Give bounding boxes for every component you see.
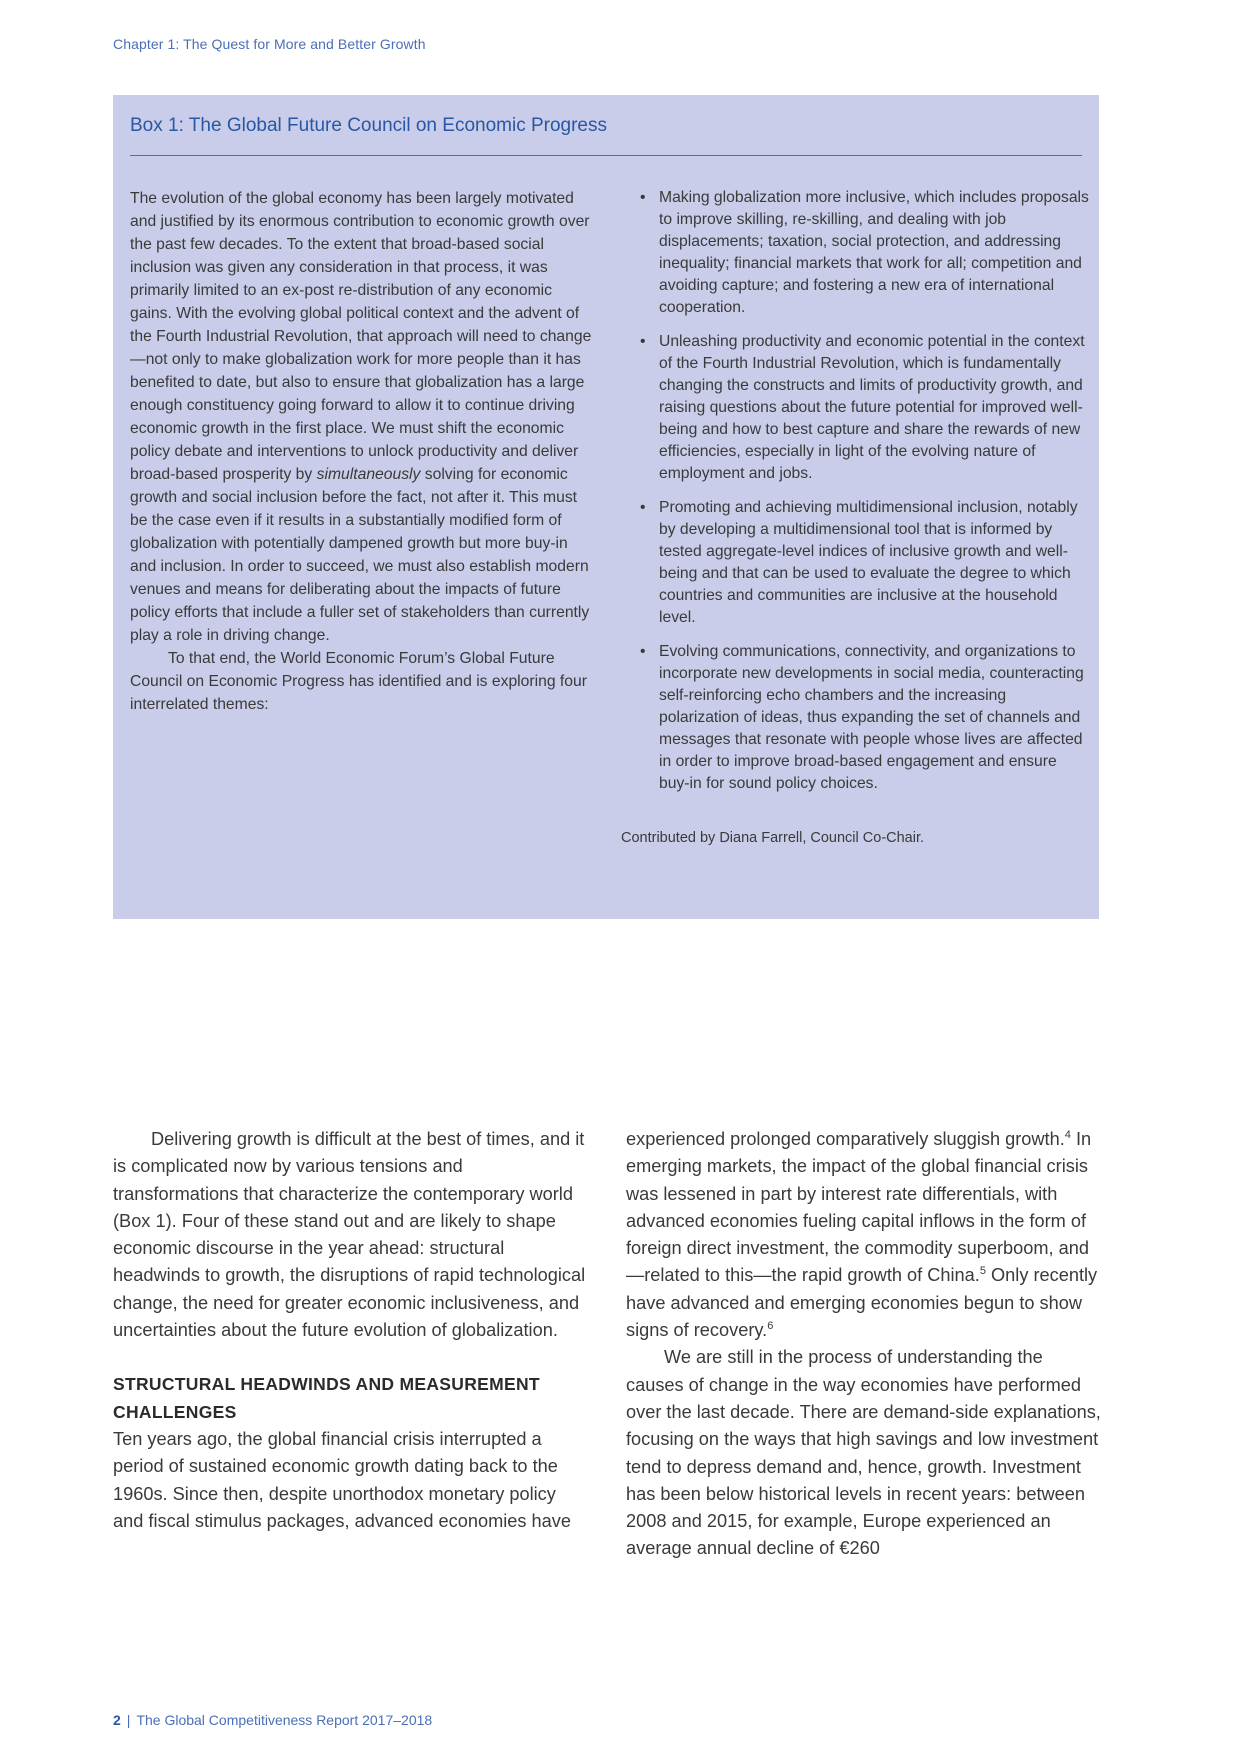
bullet-icon: •	[640, 499, 646, 516]
box-left-column	[130, 187, 592, 716]
body-right-column	[626, 1126, 1102, 1563]
bullet-icon: •	[640, 333, 646, 350]
publication-title: The Global Competitiveness Report 2017–2018	[136, 1712, 433, 1728]
theme-bullet-text: Making globalization more inclusive, which includes proposals to improve skilling, re-skilling, and dealing with job displacements; taxation, social protection, and addressing inequality; financial markets that work for all; competition and avoiding capture; and fostering a new era of international cooperation.	[659, 189, 1089, 316]
box-paragraph-2: To that end, the World Economic Forum’s Global Future Council on Economic Progress has identified and is exploring four interrelated themes:	[130, 650, 587, 713]
bullet-icon: •	[640, 189, 646, 206]
theme-bullet-item	[640, 497, 1090, 629]
body-paragraph: We are still in the process of understanding the causes of change in the way economies have performed over the last decade. There are demand-side explanations, focusing on the ways that high savings and low investment tend to depress demand and, hence, growth. Investment has been below historical levels in recent years: between 2008 and 2015, for example, Europe experienced an average annual decline of €260	[626, 1347, 1101, 1559]
footnote-ref[interactable]: 5	[979, 1265, 986, 1278]
section-heading: STRUCTURAL HEADWINDS AND MEASUREMENT CHALLENGES	[113, 1374, 540, 1422]
body-paragraph: Ten years ago, the global financial crisis interrupted a period of sustained economic growth dating back to the 1960s. Since then, despite unorthodox monetary policy and fiscal stimulus packages, advanced economies have	[113, 1428, 571, 1531]
body-paragraph	[626, 1126, 1102, 1344]
box-paragraph-1-emphasis: simultaneously	[316, 466, 421, 483]
theme-bullet-item	[640, 187, 1090, 319]
running-head: Chapter 1: The Quest for More and Better Growth	[113, 36, 426, 52]
box-title-divider	[130, 155, 1082, 156]
body-paragraph: Delivering growth is difficult at the best of times, and it is complicated now by various tensions and transformations that characterize the contemporary world (Box 1). Four of these stand out and are likely to shape economic discourse in the year ahead: structural headwinds to growth, the disruptions of rapid technological change, the need for greater economic inclusiveness, and uncertainties about the future evolution of globalization.	[113, 1129, 586, 1341]
box-right-column	[640, 187, 1090, 807]
box-title: Box 1: The Global Future Council on Economic Progress	[130, 115, 607, 136]
bullet-icon: •	[640, 643, 646, 660]
page-number: 2	[113, 1712, 121, 1728]
page-footer	[113, 1712, 432, 1728]
box-credit: Contributed by Diana Farrell, Council Co-Chair.	[621, 830, 925, 846]
theme-bullet-text: Evolving communications, connectivity, and organizations to incorporate new developments in social media, counteracting self-reinforcing echo chambers and the increasing polarization of ideas, thus expanding the set of channels and messages that resonate with people whose lives are affected in order to improve broad-based engagement and ensure buy-in for sound policy choices.	[659, 643, 1084, 792]
theme-bullet-item	[640, 641, 1090, 795]
footnote-ref[interactable]: 4	[1064, 1128, 1071, 1141]
box-1-panel	[113, 95, 1099, 919]
box-paragraph-1-text-b: solving for economic growth and social inclusion before the fact, not after it. This must be the case even if it results in a substantially modified form of globalization with potentially dampened growth but more buy-in and inclusion. In order to succeed, we must also establish modern venues and means for deliberating about the impacts of future policy efforts that include a fuller set of stakeholders than currently play a role in driving change.	[130, 466, 590, 644]
body-text: experienced prolonged comparatively sluggish growth.	[626, 1129, 1065, 1149]
footnote-ref[interactable]: 6	[767, 1320, 774, 1333]
body-left-column	[113, 1126, 589, 1535]
footer-separator: |	[126, 1712, 131, 1728]
box-paragraph-1	[130, 187, 592, 647]
body-text: In emerging markets, the impact of the global financial crisis was lessened in part by interest rate differentials, with advanced economies fueling capital inflows in the form of foreign direct investment, the commodity superboom, and—related to this—the rapid growth of China.	[626, 1129, 1092, 1286]
body-text: Only recently have advanced and emerging economies begun to show signs of recovery.	[626, 1265, 1098, 1341]
box-paragraph-1-text-a: The evolution of the global economy has been largely motivated and justified by its enormous contribution to economic growth over the past few decades. To the extent that broad-based social inclusion was given any consideration in that process, it was primarily limited to an ex-post re-distribution of any economic gains. With the evolving global political context and the advent of the Fourth Industrial Revolution, that approach will need to change—not only to make globalization work for more people than it has benefited to date, but also to ensure that globalization has a large enough constituency going forward to allow it to continue driving economic growth in the first place. We must shift the economic policy debate and interventions to unlock productivity and deliver broad-based prosperity by	[130, 190, 592, 483]
theme-bullet-text: Unleashing productivity and economic potential in the context of the Fourth Industrial Revolution, which is fundamentally changing the constructs and limits of productivity growth, and raising questions about the future potential for improved well-being and how to best capture and share the rewards of new efficiencies, especially in light of the evolving nature of employment and jobs.	[659, 333, 1085, 482]
theme-bullet-item	[640, 331, 1090, 485]
theme-bullet-text: Promoting and achieving multidimensional inclusion, notably by developing a multidimensional tool that is informed by tested aggregate-level indices of inclusive growth and well-being and that can be used to evaluate the degree to which countries and communities are inclusive at the household level.	[659, 499, 1078, 626]
